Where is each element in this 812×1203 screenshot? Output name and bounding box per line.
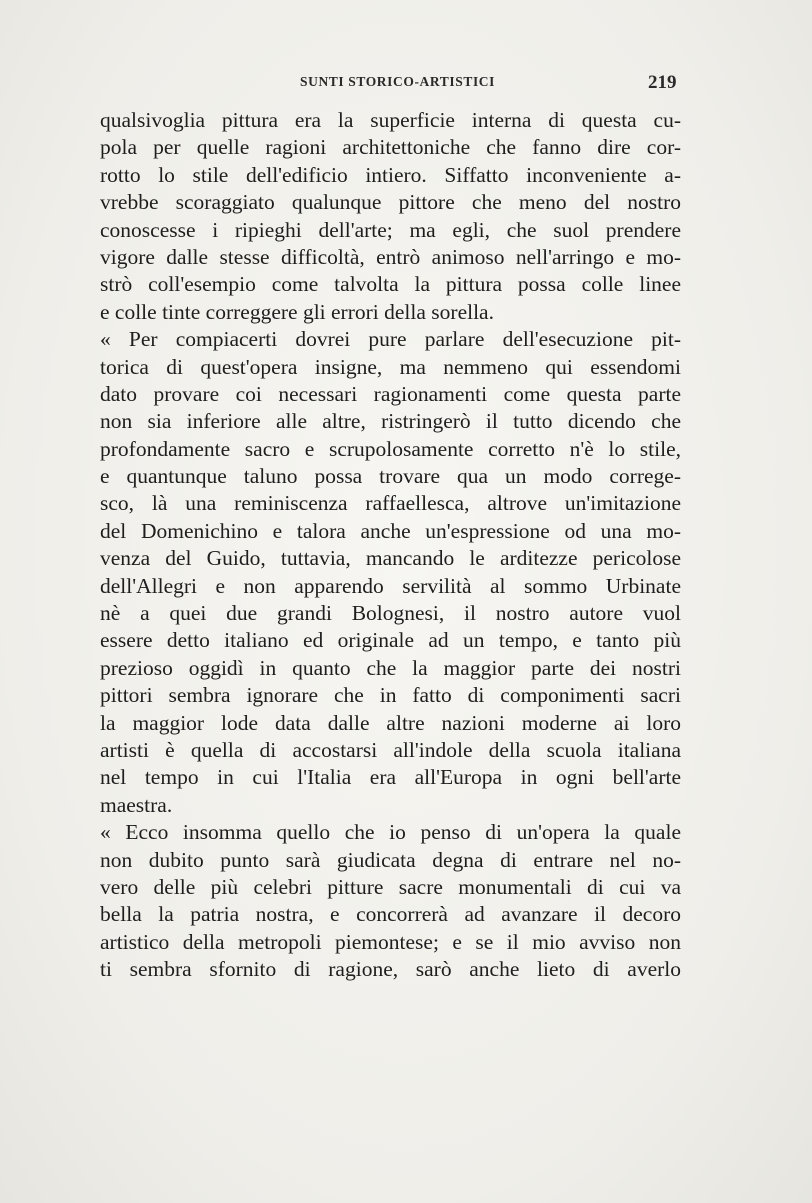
text-line: qualsivoglia pittura era la superficie interna di questa cu-	[100, 108, 681, 132]
text-line: dell'Allegri e non apparendo servilità al sommo Urbinate	[100, 573, 681, 598]
text-line: non sia inferiore alle altre, ristringerò il tutto dicendo che	[100, 409, 681, 434]
text-line: vero delle più celebri pitture sacre monumentali di cui va	[100, 874, 681, 899]
text-line: rotto lo stile dell'edificio intiero. Siffatto inconveniente a-	[100, 162, 681, 187]
text-line: la maggior lode data dalle altre nazioni moderne ai loro	[100, 710, 681, 735]
text-line: pittori sembra ignorare che in fatto di componimenti sacri	[100, 683, 681, 708]
text-line: e quantunque taluno possa trovare qua un modo correge-	[100, 464, 681, 489]
text-line: prezioso oggidì in quanto che la maggior parte dei nostri	[100, 655, 681, 680]
text-line: vrebbe scoraggiato qualunque pittore che meno del nostro	[100, 190, 681, 215]
text-line: bella la patria nostra, e concorrerà ad avanzare il decoro	[100, 902, 681, 927]
text-line: nel tempo in cui l'Italia era all'Europa in ogni bell'arte	[100, 765, 681, 790]
text-line: ti sembra sfornito di ragione, sarò anche lieto di averlo	[100, 957, 681, 982]
text-line: « Per compiacerti dovrei pure parlare dell'esecuzione pit-	[100, 327, 681, 352]
text-line: torica di quest'opera insigne, ma nemmeno qui essendomi	[100, 354, 681, 379]
text-line: venza del Guido, tuttavia, mancando le arditezze pericolose	[100, 546, 681, 571]
text-line: conoscesse i ripieghi dell'arte; ma egli, che suol prendere	[100, 217, 681, 242]
text-line: del Domenichino e talora anche un'espressione od una mo-	[100, 518, 681, 543]
text-line: dato provare coi necessari ragionamenti come questa parte	[100, 381, 681, 406]
text-line: pola per quelle ragioni architettoniche che fanno dire cor-	[100, 135, 681, 160]
text-line: non dubito punto sarà giudicata degna di entrare nel no-	[100, 847, 681, 872]
page-number: 219	[648, 72, 677, 93]
text-line: essere detto italiano ed originale ad un tempo, e tanto più	[100, 628, 681, 653]
body-text	[100, 107, 681, 984]
text-line: « Ecco insomma quello che io penso di un'opera la quale	[100, 820, 681, 845]
text-line: sco, là una reminiscenza raffaellesca, altrove un'imitazione	[100, 491, 681, 516]
text-line: maestra.	[100, 792, 173, 817]
text-line: artistico della metropoli piemontese; e se il mio avviso non	[100, 929, 681, 954]
text-line: e colle tinte correggere gli errori della sorella.	[100, 299, 494, 324]
text-line: strò coll'esempio come talvolta la pittura possa colle linee	[100, 272, 681, 297]
running-header: SUNTI STORICO-ARTISTICI	[300, 74, 496, 89]
text-line: nè a quei due grandi Bolognesi, il nostro autore vuol	[100, 601, 681, 626]
text-line: artisti è quella di accostarsi all'indole della scuola italiana	[100, 737, 681, 762]
text-line: vigore dalle stesse difficoltà, entrò animoso nell'arringo e mo-	[100, 244, 681, 269]
text-line: profondamente sacro e scrupolosamente corretto n'è lo stile,	[100, 436, 681, 461]
